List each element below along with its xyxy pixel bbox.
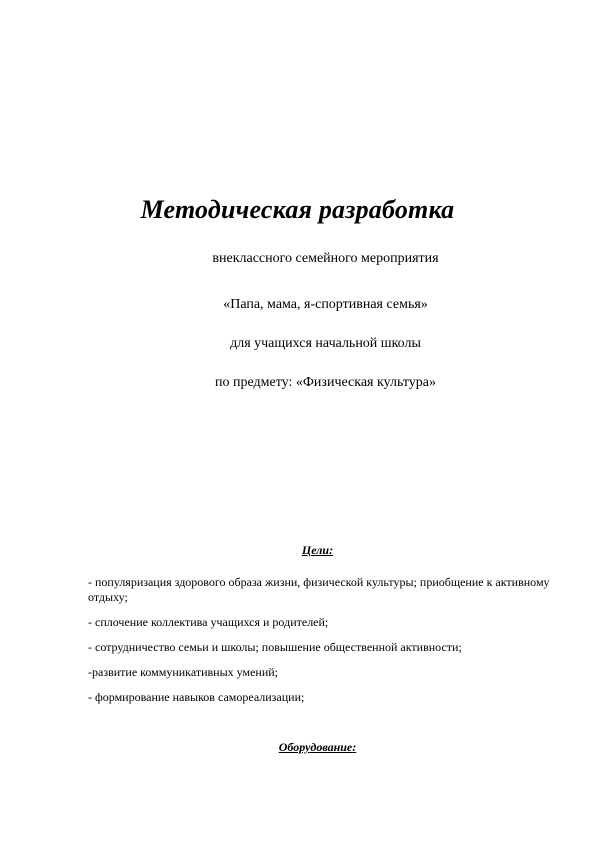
- subtitle-line-subject: по предмету: «Физическая культура»: [215, 375, 436, 390]
- equipment-heading: Оборудование:: [278, 740, 357, 754]
- goal-item: - сотрудничество семьи и школы; повышение общественной активности;: [88, 640, 462, 654]
- subtitle-line-audience: для учащихся начальной школы: [230, 336, 421, 351]
- goals-heading: Цели:: [301, 543, 334, 557]
- goals-list: [88, 575, 556, 715]
- goal-item: - популяризация здорового образа жизни, физической культуры; приобщение к активному отдыху;: [88, 575, 550, 604]
- subtitle-line-event: внеклассного семейного мероприятия: [212, 251, 439, 266]
- goal-item: - формирование навыков самореализации;: [88, 690, 305, 704]
- goal-item: - сплочение коллектива учащихся и родителей;: [88, 615, 329, 629]
- subtitle-line-name: «Папа, мама, я-спортивная семья»: [223, 297, 428, 312]
- document-title: Методическая разработка: [140, 195, 455, 224]
- goal-item: -развитие коммуникативных умений;: [88, 665, 279, 679]
